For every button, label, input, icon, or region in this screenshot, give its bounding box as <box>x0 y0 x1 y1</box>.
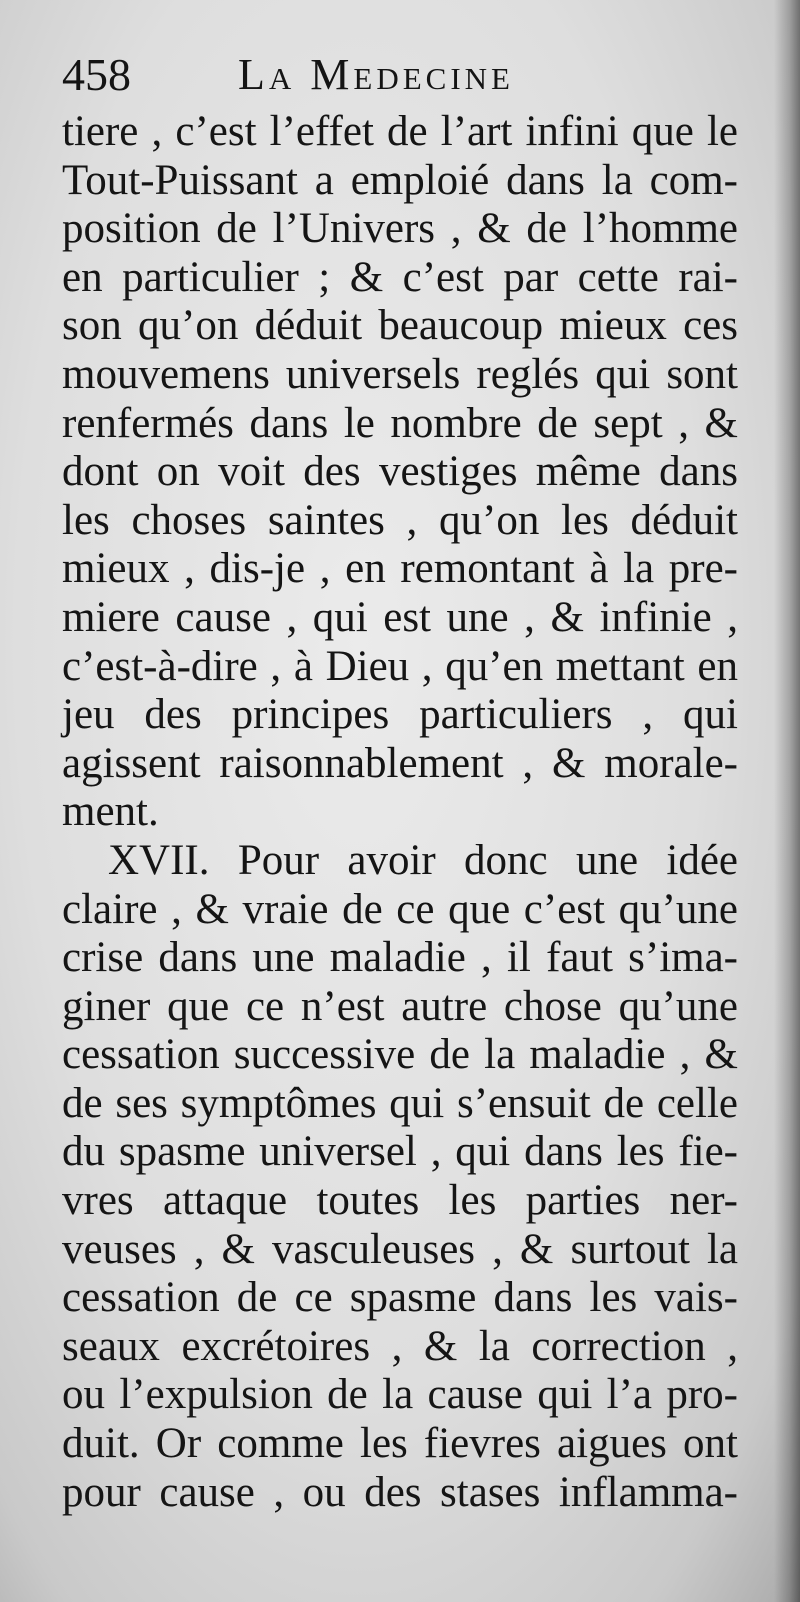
text-line-22: du spasme universel , qui dans les fie- <box>62 1128 738 1176</box>
text-line-3: position de l’Univers , & de l’homme <box>62 205 738 253</box>
text-line-6: mouvemens universels reglés qui sont <box>62 350 738 398</box>
text-line-10: mieux , dis-je , en remontant à la pre- <box>62 545 738 593</box>
text-line-13: jeu des principes particuliers , qui <box>62 691 738 739</box>
body-text <box>62 108 738 1517</box>
text-line-18: crise dans une maladie , il faut s’ima- <box>62 934 738 982</box>
page-number: 458 <box>62 49 131 100</box>
text-line-17: claire , & vraie de ce que c’est qu’une <box>62 885 738 933</box>
text-line-11: miere cause , qui est une , & infinie , <box>62 593 738 641</box>
text-line-19: giner que ce n’est autre chose qu’une <box>62 982 738 1030</box>
text-line-27: ou l’expulsion de la cause qui l’a pro- <box>62 1371 738 1419</box>
text-line-8: dont on voit des vestiges même dans <box>62 448 738 496</box>
running-title: La Medecine <box>238 50 514 99</box>
page-edge-shadow <box>774 0 800 1602</box>
text-line-12: c’est-à-dire , à Dieu , qu’en mettant en <box>62 642 738 690</box>
text-line-16: XVII. Pour avoir donc une idée <box>108 836 738 884</box>
text-line-15: ment. <box>62 788 159 836</box>
text-line-1: tiere , c’est l’effet de l’art infini que le <box>62 108 738 155</box>
text-line-14: agissent raisonnablement , & morale- <box>62 739 738 787</box>
text-line-25: cessation de ce spasme dans les vais- <box>62 1274 738 1322</box>
text-line-9: les choses saintes , qu’on les déduit <box>62 496 738 544</box>
text-line-4: en particulier ; & c’est par cette rai- <box>62 253 738 301</box>
text-line-28: duit. Or comme les fievres aigues ont <box>62 1420 738 1468</box>
text-line-20: cessation successive de la maladie , & <box>62 1031 738 1079</box>
text-line-2: Tout-Puissant a emploié dans la com- <box>62 156 738 204</box>
text-line-23: vres attaque toutes les parties ner- <box>62 1177 738 1225</box>
text-line-5: son qu’on déduit beaucoup mieux ces <box>62 302 738 350</box>
text-line-26: seaux excrétoires , & la correction , <box>62 1322 738 1370</box>
text-line-21: de ses symptômes qui s’ensuit de celle <box>62 1079 738 1127</box>
text-line-24: veuses , & vasculeuses , & surtout la <box>62 1225 738 1273</box>
text-line-29: pour cause , ou des stases inflamma- <box>62 1468 738 1516</box>
text-line-7: renfermés dans le nombre de sept , & <box>62 399 738 447</box>
running-head <box>62 44 762 106</box>
